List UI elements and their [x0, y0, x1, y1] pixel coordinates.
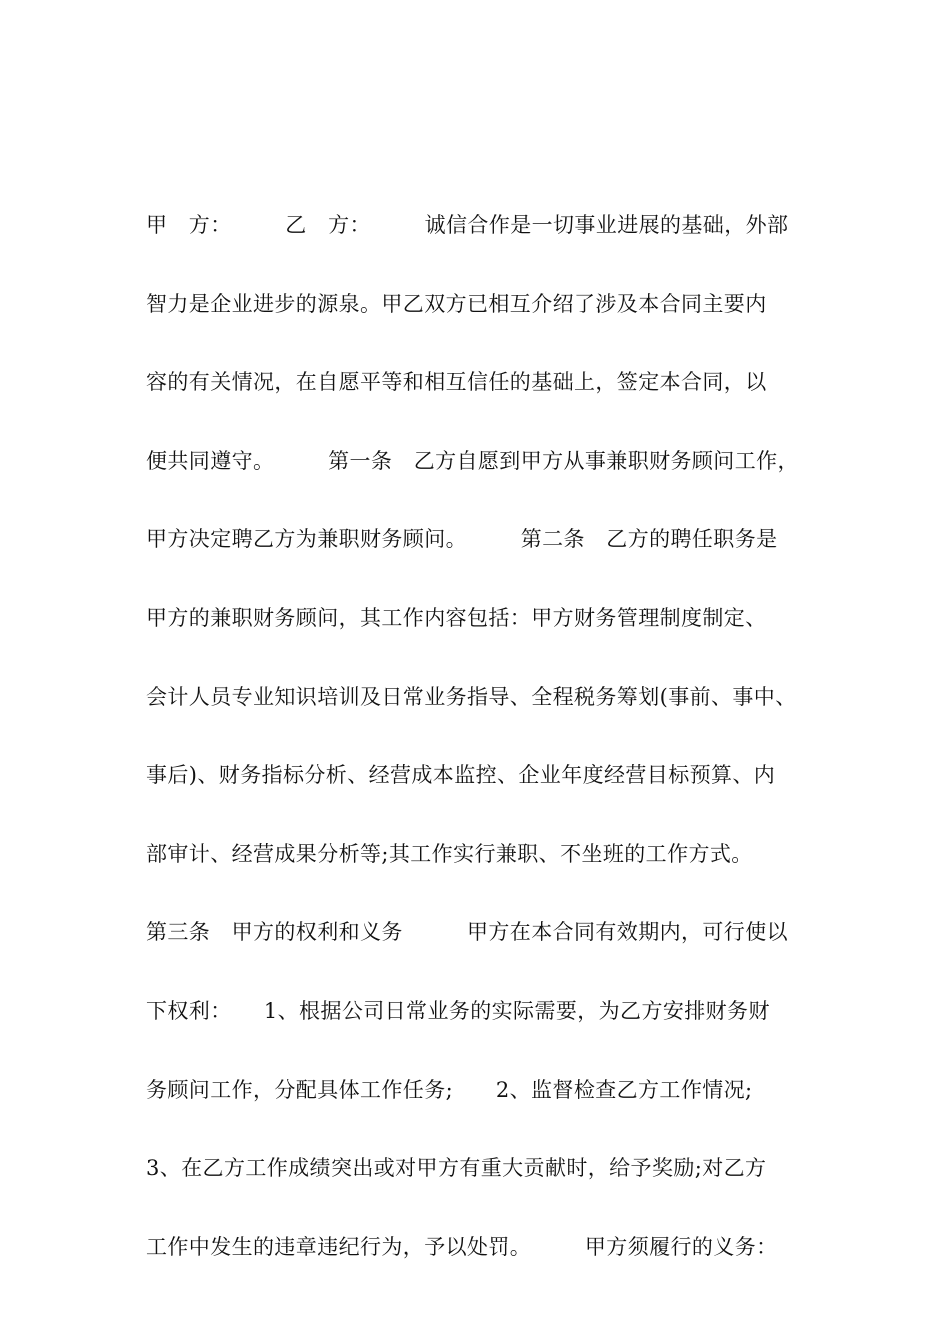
text-line-11: 下权利： 1、根据公司日常业务的实际需要，为乙方安排财务财 [146, 998, 770, 1023]
text-line-9: 部审计、经营成果分析等;其工作实行兼职、不坐班的工作方式。 [146, 841, 753, 866]
text-line-4: 便共同遵守。 第一条 乙方自愿到甲方从事兼职财务顾问工作， [146, 448, 799, 473]
text-line-7: 会计人员专业知识培训及日常业务指导、全程税务筹划(事前、事中、 [146, 684, 797, 709]
text-line-6: 甲方的兼职财务顾问，其工作内容包括：甲方财务管理制度制定、 [146, 605, 767, 630]
text-line-10: 第三条 甲方的权利和义务 甲方在本合同有效期内，可行使以 [146, 920, 788, 945]
text-line-14: 工作中发生的违章违纪行为，予以处罚。 甲方须履行的义务： [146, 1234, 778, 1259]
text-line-2: 智力是企业进步的源泉。甲乙双方已相互介绍了涉及本合同主要内 [146, 291, 767, 316]
text-line-5: 甲方决定聘乙方为兼职财务顾问。 第二条 乙方的聘任职务是 [146, 527, 778, 552]
contract-body [146, 205, 836, 1305]
text-line-13: 3、在乙方工作成绩突出或对甲方有重大贡献时，给予奖励;对乙方 [146, 1156, 767, 1181]
text-line-3: 容的有关情况，在自愿平等和相互信任的基础上，签定本合同，以 [146, 370, 767, 395]
text-line-1: 甲 方： 乙 方： 诚信合作是一切事业进展的基础，外部 [146, 213, 789, 237]
text-line-8: 事后)、财务指标分析、经营成本监控、企业年度经营目标预算、内 [146, 763, 776, 788]
text-line-12: 务顾问工作，分配具体工作任务; 2、监督检查乙方工作情况; [146, 1077, 753, 1102]
